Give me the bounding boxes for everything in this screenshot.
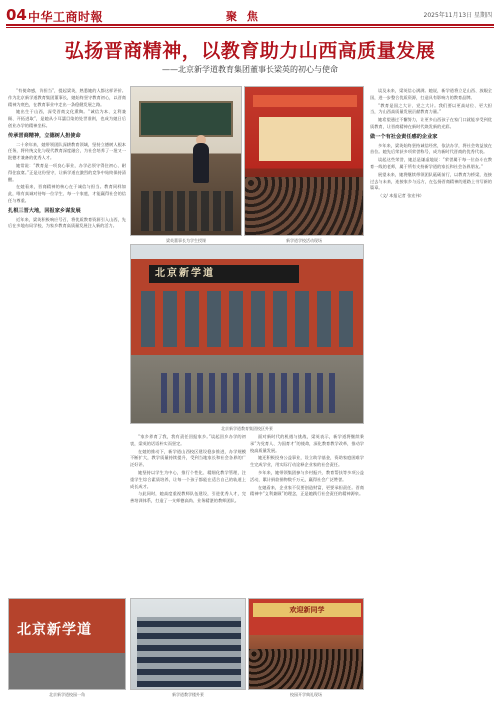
building-windows: [137, 617, 241, 687]
article-column-1: [8, 88, 126, 596]
paragraph: 谈起这些荣誉，她总是谦虚地说：“荣誉属于每一位奋斗在教育一线的老师，属于所有支持新学道的家长和社会各界朋友。”: [370, 157, 492, 169]
page-header: [0, 0, 500, 30]
speaker-figure: [193, 143, 209, 183]
photo-caption: 北京新学道教育集团校区外景: [221, 426, 273, 431]
people-group: [161, 373, 341, 413]
article-column-4: [370, 88, 492, 692]
ceremony-banner: 欢迎新同学: [253, 603, 361, 617]
article-headline: 弘扬晋商精神，以教育助力山西高质量发展: [64, 40, 436, 62]
article-subhead: ——北京新学道教育集团董事长梁英的初心与使命: [162, 65, 338, 74]
paragraph: “有使命感，肯担当”，提起梁英，熟悉她的人都这样评价。作为北京新学道教育集团董事长，她始终坚守教育初心，以晋商精神为底色，在教育事业中走出一条稳健发展之路。: [8, 88, 126, 107]
paragraph: 近年来，梁英积极响应号召，将优质教育资源引入山西，先后在多地布局学校，为家乡教育高质量发展注入新的活力。: [8, 216, 126, 229]
photo-caption: 校园开学典礼现场: [290, 692, 322, 697]
section-tag: 聚 焦: [226, 10, 261, 23]
building-windows: [141, 291, 355, 347]
photo-caption: 梁英董事长为学生授课: [166, 238, 206, 243]
blackboard: [139, 101, 233, 137]
paragraph: “家乡养育了我，我有责任回报家乡。”谈起回乡办学的初衷，梁英的话语朴实而坚定。: [130, 434, 246, 446]
article-column-3: [250, 434, 364, 594]
paragraph: 她出生于山西，深受晋商文化熏陶。“诚信为本、义利兼顾、开拓进取”，是她从小耳濡目染的处世准则，也成为她日后创业办学的精神坐标。: [8, 109, 126, 128]
ceremony-photo: [248, 598, 364, 690]
paragraph: 她希望通过不懈努力，让更多山西孩子在家门口就能享受到优质教育，让晋商精神在新时代焕发新的光彩。: [370, 117, 492, 129]
paragraph: 展望未来，她将继续带领团队砥砺前行，以教育为桥梁，连接过去与未来，连接家乡与远方，在弘扬晋商精神的道路上书写新的篇章。: [370, 171, 492, 191]
paragraph: 二十余年来，她带领团队深耕教育领域，坚持立德树人根本任务，将传统文化与现代教育深度融合，为社会培养了一批又一批德才兼备的优秀人才。: [8, 141, 126, 161]
paragraph: 在她的推动下，新学道山西校区建设稳步推进，办学规模不断扩大，教学质量持续提升，受到当地家长和社会各界的广泛好评。: [130, 448, 246, 468]
paragraph: 在她看来，晋商精神的核心在于诚信与担当。教育同样如此，唯有真诚对待每一位学生、每一个家庭，才能赢得社会的信任与尊重。: [8, 184, 126, 203]
classroom-photo: [130, 86, 242, 236]
section-heading: 做一个有社会责任感的企业家: [370, 133, 438, 140]
audience: [249, 649, 364, 690]
building-sign: 北京新学道: [149, 265, 299, 283]
page-number: 04: [6, 6, 27, 24]
section-heading: 扎根三晋大地，回报家乡谋发展: [8, 207, 81, 214]
photo-caption: 新学道学校活动现场: [286, 238, 322, 243]
paragraph: 她常说：“教育是一项良心事业，办学必须守得住初心、耐得住寂寞。”正是这份坚守，让新学道在激烈的竞争中始终保持清醒。: [8, 162, 126, 182]
photo-caption: 新学道教学楼外景: [172, 692, 204, 697]
stage: [259, 117, 351, 161]
paragraph: 面对新时代的机遇与挑战，梁英表示，新学道将继续秉承“为党育人、为国育才”的使命，深化教育教学改革，推动学校高质量发展。: [250, 434, 364, 453]
section-heading: 传承晋商精神，立德树人担使命: [8, 132, 81, 139]
paragraph: 她还积极投身公益事业，设立助学基金，资助家庭困难学生完成学业，用实际行动诠释企业家的社会责任。: [250, 455, 364, 468]
paragraph: 在她看来，企业家不仅要创造财富，更要承担责任。晋商精神中“义利兼顾”的理念，正是她践行社会责任的精神源泉。: [250, 484, 364, 497]
teaching-building-photo: [130, 598, 246, 690]
gate-sign: 北京新学道: [17, 622, 92, 638]
paragraph: 与此同时，她高度重视教师队伍建设，引进优秀人才，完善培训体系，打造了一支师德高尚、业务精湛的教师团队。: [130, 491, 246, 504]
event-banner: [253, 95, 357, 107]
paragraph: 她坚持以学生为中心，推行个性化、精细化教学管理，注重学生综合素质培养，让每一个孩子都能在适合自己的轨道上成长成才。: [130, 469, 246, 489]
byline: （文/ 本报记者 张宏伟）: [378, 193, 424, 199]
campus-gate-photo: [8, 598, 126, 690]
audience: [245, 177, 364, 236]
paragraph: 谈及未来，梁英信心满满。她说，新学道将立足山西、放眼全国，进一步整合优质资源，打造具有影响力的教育品牌。: [370, 88, 492, 100]
paragraph: 多年来，梁英始终坚持诚信经营，依法办学，将社会效益放在首位。她先后荣获多项荣誉称号，成为新时代晋商的优秀代表。: [370, 142, 492, 155]
article-column-2: [130, 434, 246, 594]
paragraph: “教育是国之大计、党之大计。我们要以更高站位、更大担当，为山西高质量发展贡献教育力量。”: [370, 102, 492, 115]
building-photo: [130, 244, 364, 424]
photo-caption: 北京新学道校园一角: [49, 692, 85, 697]
students: [141, 191, 233, 231]
newspaper-name: 中华工商时報: [28, 10, 104, 24]
event-photo: [244, 86, 364, 236]
paragraph: 多年来，她带领集团参与乡村振兴、教育帮扶等多项公益活动，累计捐款捐物数千万元，赢得社会广泛赞誉。: [250, 469, 364, 482]
header-rule-thin: [6, 27, 494, 28]
header-rule: [6, 24, 494, 26]
issue-date: 2025年11月13日 星期四: [423, 12, 492, 19]
